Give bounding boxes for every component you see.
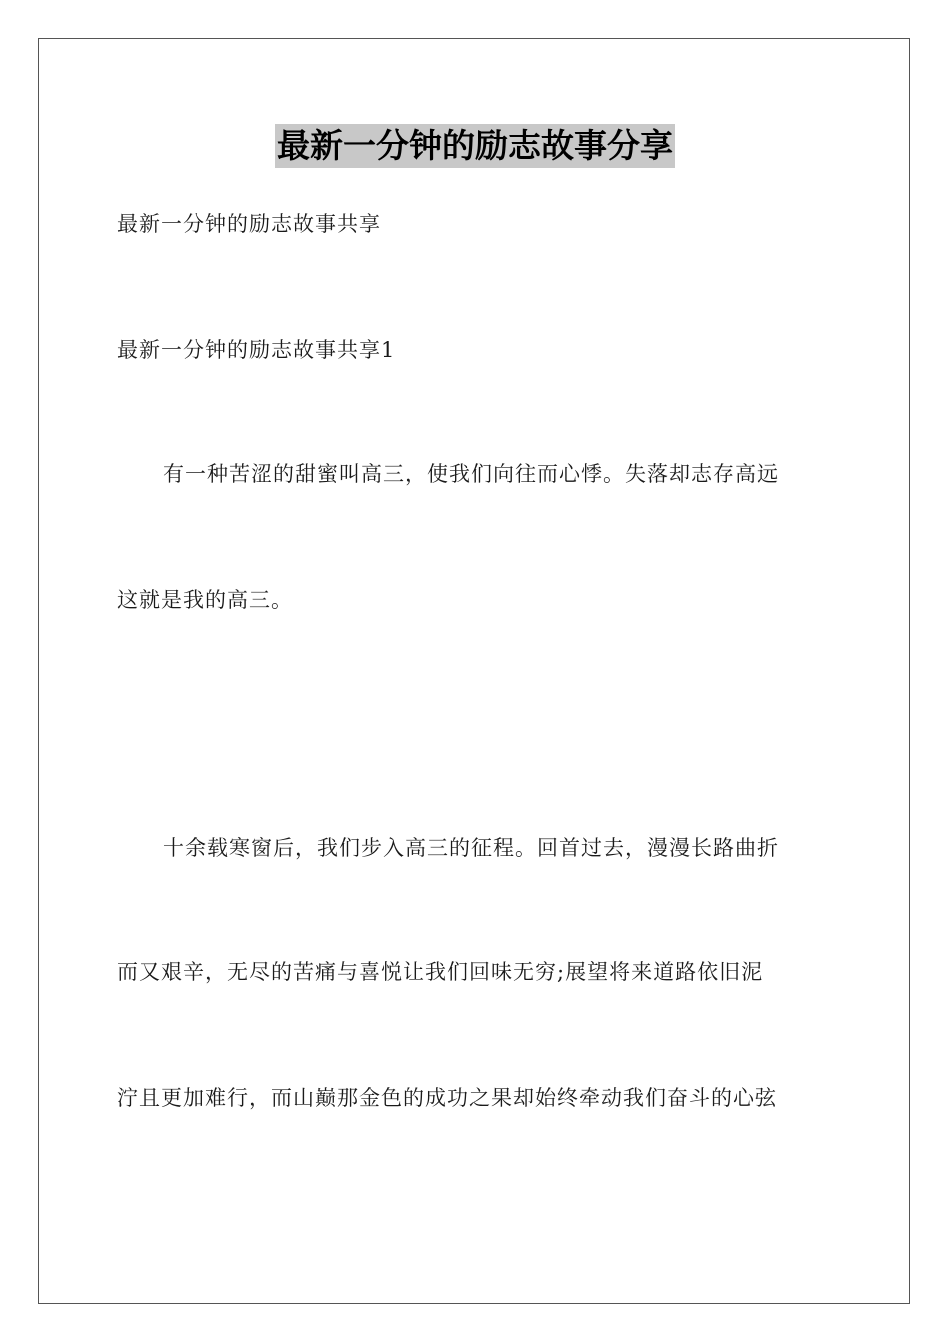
paragraph-1-line-2: 这就是我的高三。	[117, 588, 293, 612]
document-title	[0, 124, 950, 168]
paragraph-2-line-2: 而又艰辛，无尽的苦痛与喜悦让我们回味无穷;展望将来道路依旧泥	[117, 960, 764, 984]
paragraph-2-line-3: 泞且更加难行，而山巅那金色的成功之果却始终牵动我们奋斗的心弦	[117, 1086, 777, 1110]
paragraph-1-line-1: 有一种苦涩的甜蜜叫高三，使我们向往而心悸。失落却志存高远	[163, 462, 779, 486]
paragraph-2-line-1: 十余载寒窗后，我们步入高三的征程。回首过去，漫漫长路曲折	[163, 836, 779, 860]
document-title-text: 最新一分钟的励志故事分享	[275, 124, 675, 168]
section-heading: 最新一分钟的励志故事共享1	[117, 338, 396, 362]
document-subtitle: 最新一分钟的励志故事共享	[117, 212, 381, 236]
